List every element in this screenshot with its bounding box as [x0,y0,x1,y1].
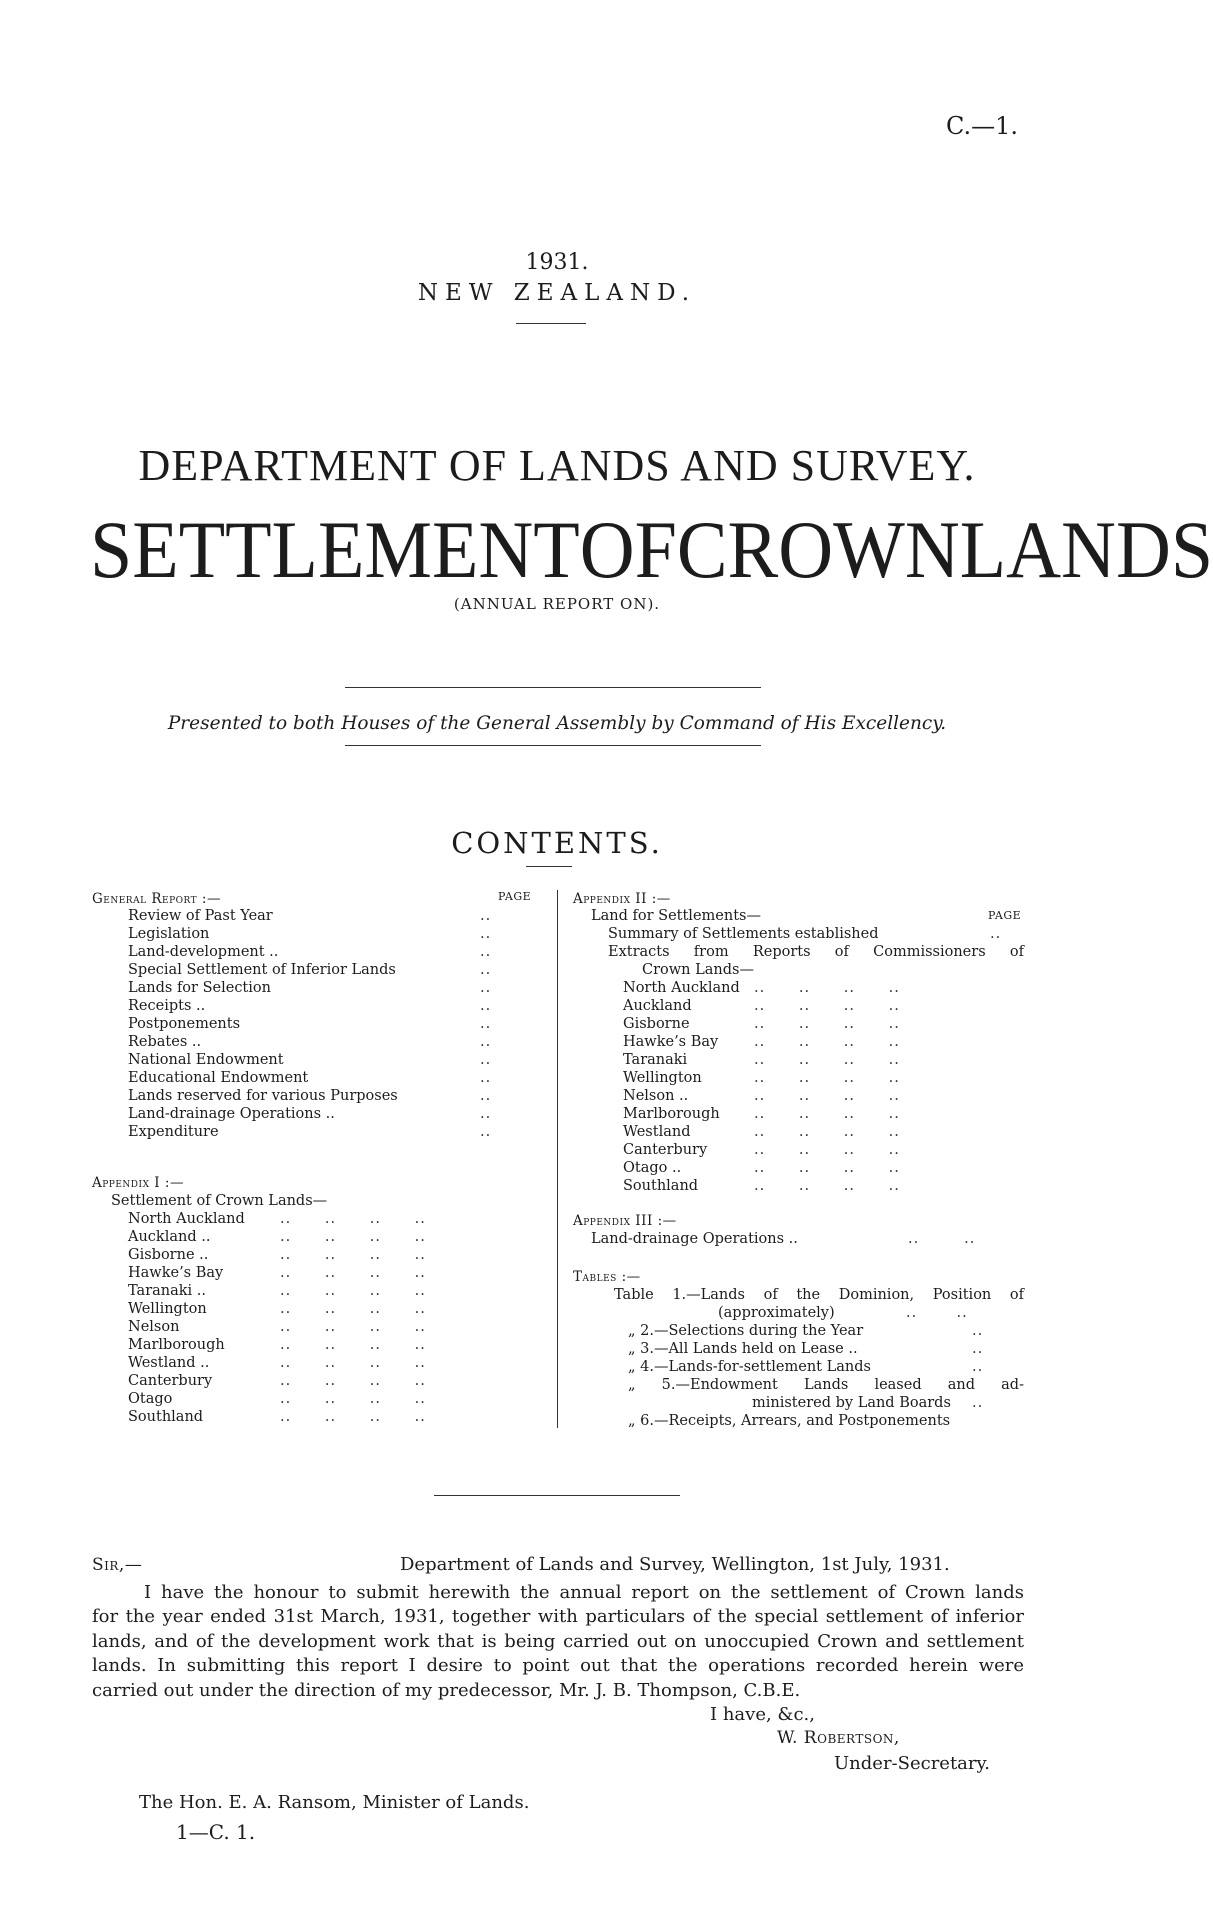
letter-line: lands, and of the development work that is being carried out on unoccupied Crown and settlement [92,1630,1024,1652]
leader-dots: .. [972,1323,984,1339]
contents-item-label: Educational Endowment [128,1070,309,1086]
contents-item-label: Postponements [128,1016,241,1032]
leader-dots: .. .. .. .. [754,1016,900,1032]
contents-item-label: Nelson [128,1319,180,1335]
leader-dots: .. .. .. .. [280,1265,426,1281]
leader-dots: .. .. .. .. [280,1373,426,1389]
general-report-heading: General Report :— [92,891,221,907]
page-column-label: PAGE [988,909,1022,922]
contents-item-label: Westland .. [128,1355,210,1371]
letter-line: for the year ended 31st March, 1931, together with particulars of the special settlement of inferior [92,1606,1024,1628]
leader-dots: .. .. .. .. [280,1229,426,1245]
leader-dots: .. .. .. .. [280,1391,426,1407]
main-title [90,504,1213,596]
leader-dots: .. [480,1124,492,1140]
contents-item-label: National Endowment [128,1052,284,1068]
leader-dots: .. .. .. .. [754,1034,900,1050]
contents-item-label: Auckland [623,998,692,1014]
contents-item-label: Special Settlement of Inferior Lands [128,962,396,978]
contents-item-label: Rebates .. [128,1034,202,1050]
leader-dots: .. .. .. .. [280,1301,426,1317]
leader-dots: .. .. .. .. [754,1160,900,1176]
divider [526,866,572,867]
presented-line: Presented to both Houses of the General Assembly by Command of His Excellency. [167,713,947,734]
appendix1-subheading: Settlement of Crown Lands— [111,1193,328,1209]
letter-line: carried out under the direction of my predecessor, Mr. J. B. Thompson, C.B.E. [92,1679,801,1701]
contents-item-label: Hawke’s Bay [128,1265,224,1281]
page-column-label: PAGE [498,890,532,903]
footer-reference: 1—C. 1. [176,1820,256,1844]
letter-line: I have the honour to submit herewith the annual report on the settlement of Crown lands [144,1582,1024,1603]
contents-item-label: Otago .. [623,1160,682,1176]
leader-dots: .. .. .. .. [280,1283,426,1299]
leader-dots: .. [480,1070,492,1086]
country-name: NEW ZEALAND. [417,280,697,306]
divider [345,745,761,746]
table-entry: „ 6.—Receipts, Arrears, and Postponements [628,1413,951,1429]
report-year: 1931. [525,250,589,275]
leader-dots: .. [480,1106,492,1122]
leader-dots: .. .. .. .. [754,1088,900,1104]
contents-item-label: Canterbury [128,1373,213,1389]
contents-item-label: Lands for Selection [128,980,271,996]
divider [434,1495,680,1496]
leader-dots: .. .. [906,1305,968,1321]
contents-item-label: North Auckland [128,1211,245,1227]
leader-dots: .. .. .. .. [754,1142,900,1158]
signatory-title: Under-Secretary. [834,1753,991,1774]
appendix3-item: Land-drainage Operations .. [591,1231,798,1247]
table-entry: (approximately) [718,1305,835,1321]
leader-dots: .. [480,1016,492,1032]
title-word: OF [579,504,677,596]
leader-dots: .. .. .. .. [280,1409,426,1425]
leader-dots: .. [480,908,492,924]
leader-dots: .. [480,980,492,996]
contents-item-label: Hawke’s Bay [623,1034,719,1050]
contents-item-label: Expenditure [128,1124,219,1140]
contents-item-label: Auckland .. [128,1229,211,1245]
leader-dots: .. .. .. .. [280,1355,426,1371]
contents-item-label: Wellington [128,1301,207,1317]
leader-dots: .. [480,1052,492,1068]
tables-heading: Tables :— [573,1269,641,1285]
leader-dots: .. [990,926,1002,942]
salutation: Sir,— [92,1555,143,1575]
leader-dots: .. .. .. .. [754,1070,900,1086]
contents-item-label: Legislation [128,926,210,942]
divider [516,323,586,324]
leader-dots: .. [480,998,492,1014]
leader-dots: .. .. .. .. [280,1319,426,1335]
table-entry: „ 5.—Endowment Lands leased and ad- [628,1377,1024,1393]
contents-item-label: Taranaki [623,1052,688,1068]
extracts-line: Extracts from Reports of Commissioners of [608,944,1024,960]
letter-line: lands. In submitting this report I desire to point out that the operations recorded herein were [92,1655,1024,1677]
contents-item-label: Canterbury [623,1142,708,1158]
leader-dots: .. .. .. .. [280,1247,426,1263]
contents-item-label: Taranaki .. [128,1283,207,1299]
leader-dots: .. [972,1341,984,1357]
leader-dots: .. [480,944,492,960]
contents-item-label: Land-development .. [128,944,279,960]
table-entry: „ 2.—Selections during the Year [628,1323,864,1339]
contents-item-label: Gisborne .. [128,1247,209,1263]
appendix1-heading: Appendix I :— [92,1175,184,1191]
title-word: LANDS [959,504,1213,596]
contents-item-label: Westland [623,1124,691,1140]
contents-item-label: Review of Past Year [128,908,273,924]
contents-item-label: Southland [128,1409,204,1425]
contents-item-label: Nelson .. [623,1088,689,1104]
summary-label: Summary of Settlements established [608,926,879,942]
leader-dots: .. [972,1359,984,1375]
addressee: The Hon. E. A. Ransom, Minister of Lands. [139,1792,530,1813]
leader-dots: .. .. .. .. [280,1337,426,1353]
leader-dots: .. .. .. .. [754,998,900,1014]
contents-item-label: Wellington [623,1070,702,1086]
contents-heading: CONTENTS. [451,826,663,860]
leader-dots: .. [972,1395,984,1411]
leader-dots: .. .. .. .. [754,980,900,996]
contents-item-label: Land-drainage Operations .. [128,1106,335,1122]
leader-dots: .. .. .. .. [754,1052,900,1068]
letter-body [92,1581,1024,1703]
contents-item-label: Lands reserved for various Purposes [128,1088,398,1104]
subtitle: (ANNUAL REPORT ON). [453,595,661,613]
table-entry: „ 3.—All Lands held on Lease .. [628,1341,858,1357]
leader-dots: .. [480,1088,492,1104]
table-entry: „ 4.—Lands-for-settlement Lands [628,1359,871,1375]
leader-dots: .. .. .. .. [280,1211,426,1227]
contents-item-label: Southland [623,1178,699,1194]
contents-item-label: Gisborne [623,1016,690,1032]
contents-item-label: Marlborough [623,1106,720,1122]
leader-dots: .. [480,1034,492,1050]
table-entry: Table 1.—Lands of the Dominion, Position of [614,1287,1024,1303]
leader-dots: .. .. .. .. [754,1178,900,1194]
column-divider [557,890,558,1428]
title-word: SETTLEMENT [90,504,580,596]
department-title: DEPARTMENT OF LANDS AND SURVEY. [138,441,976,490]
extracts-line: Crown Lands— [642,962,754,978]
leader-dots: .. .. .. .. [754,1106,900,1122]
divider [345,687,761,688]
contents-item-label: North Auckland [623,980,740,996]
leader-dots: .. [480,926,492,942]
closing: I have, &c., [710,1704,815,1725]
title-word: CROWN [676,504,960,596]
leader-dots: .. .. [908,1231,976,1247]
contents-item-label: Receipts .. [128,998,206,1014]
appendix3-heading: Appendix III :— [573,1213,677,1229]
contents-item-label: Otago [128,1391,173,1407]
table-entry: ministered by Land Boards [752,1395,951,1411]
contents-item-label: Marlborough [128,1337,225,1353]
appendix2-heading: Appendix II :— [573,891,671,907]
document-reference: C.—1. [945,112,1018,140]
appendix2-subheading: Land for Settlements— [591,908,761,924]
leader-dots: .. [480,962,492,978]
signatory: W. Robertson, [777,1728,900,1748]
leader-dots: .. .. .. .. [754,1124,900,1140]
dateline: Department of Lands and Survey, Wellington, 1st July, 1931. [400,1554,950,1575]
